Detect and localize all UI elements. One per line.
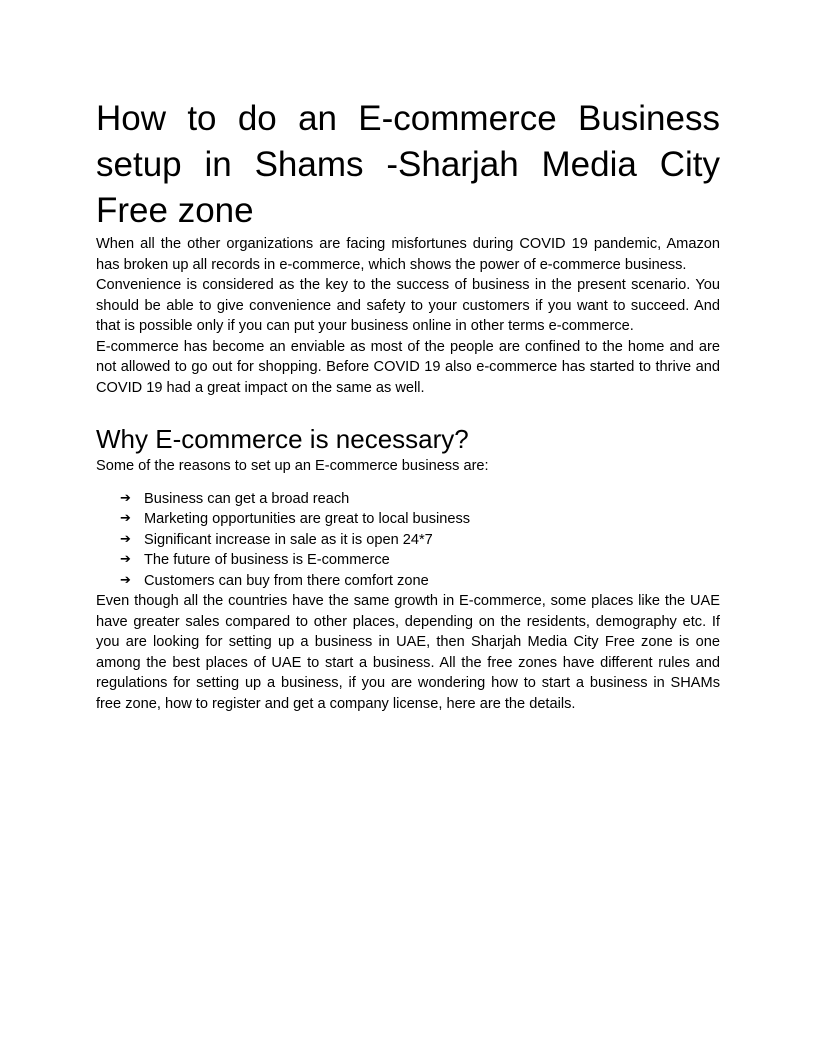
paragraph-covid-amazon: When all the other organizations are facing misfortunes during COVID 19 pandemic, Amazon has broken up all records in e-commerce, which shows the power of e-commerce business.	[96, 236, 720, 273]
document-page	[96, 96, 720, 714]
paragraph-convenience: Convenience is considered as the key to the success of business in the present scenario. You should be able to give convenience and safety to your customers if you want to succeed. And that is possible only if you can put your business online in other terms e-commerce.	[96, 277, 720, 334]
list-item-text: Significant increase in sale as it is open 24*7	[144, 531, 433, 548]
arrow-bullet-icon: ➔	[120, 572, 131, 588]
paragraph-closing: Even though all the countries have the same growth in E-commerce, some places like the UAE have greater sales compared to other places, depending on the residents, demography etc. If you are looking for setting up a business in UAE, then Sharjah Media City Free zone is one among the best places of UAE to start a business. All the free zones have different rules and regulations for setting up a business, if you are wondering how to start a business in SHAMs free zone, how to register and get a company license, here are the details.	[96, 593, 720, 712]
arrow-bullet-icon: ➔	[120, 552, 131, 567]
arrow-bullet-icon: ➔	[120, 531, 131, 547]
document-title: How to do an E-commerce Business setup in Shams -Sharjah Media City Free zone	[96, 99, 720, 230]
list-item	[120, 509, 720, 530]
list-item	[120, 550, 720, 571]
reasons-list	[96, 489, 720, 592]
arrow-bullet-icon: ➔	[120, 490, 131, 506]
paragraph-enviable: E-commerce has become an enviable as most of the people are confined to the home and are not allowed to go out for shopping. Before COVID 19 also e-commerce has started to thrive and COVID 19 had a great impact on the same as well.	[96, 338, 720, 396]
list-item-text: The future of business is E-commerce	[144, 552, 390, 568]
section-heading: Why E-commerce is necessary?	[96, 424, 469, 454]
section-intro: Some of the reasons to set up an E-commerce business are:	[96, 458, 489, 474]
list-item-text: Business can get a broad reach	[144, 490, 350, 507]
arrow-bullet-icon: ➔	[120, 511, 131, 526]
list-item	[120, 489, 720, 510]
list-item	[120, 571, 720, 592]
list-item	[120, 530, 720, 551]
list-item-text: Marketing opportunities are great to local business	[144, 511, 471, 527]
list-item-text: Customers can buy from there comfort zone	[144, 572, 429, 589]
